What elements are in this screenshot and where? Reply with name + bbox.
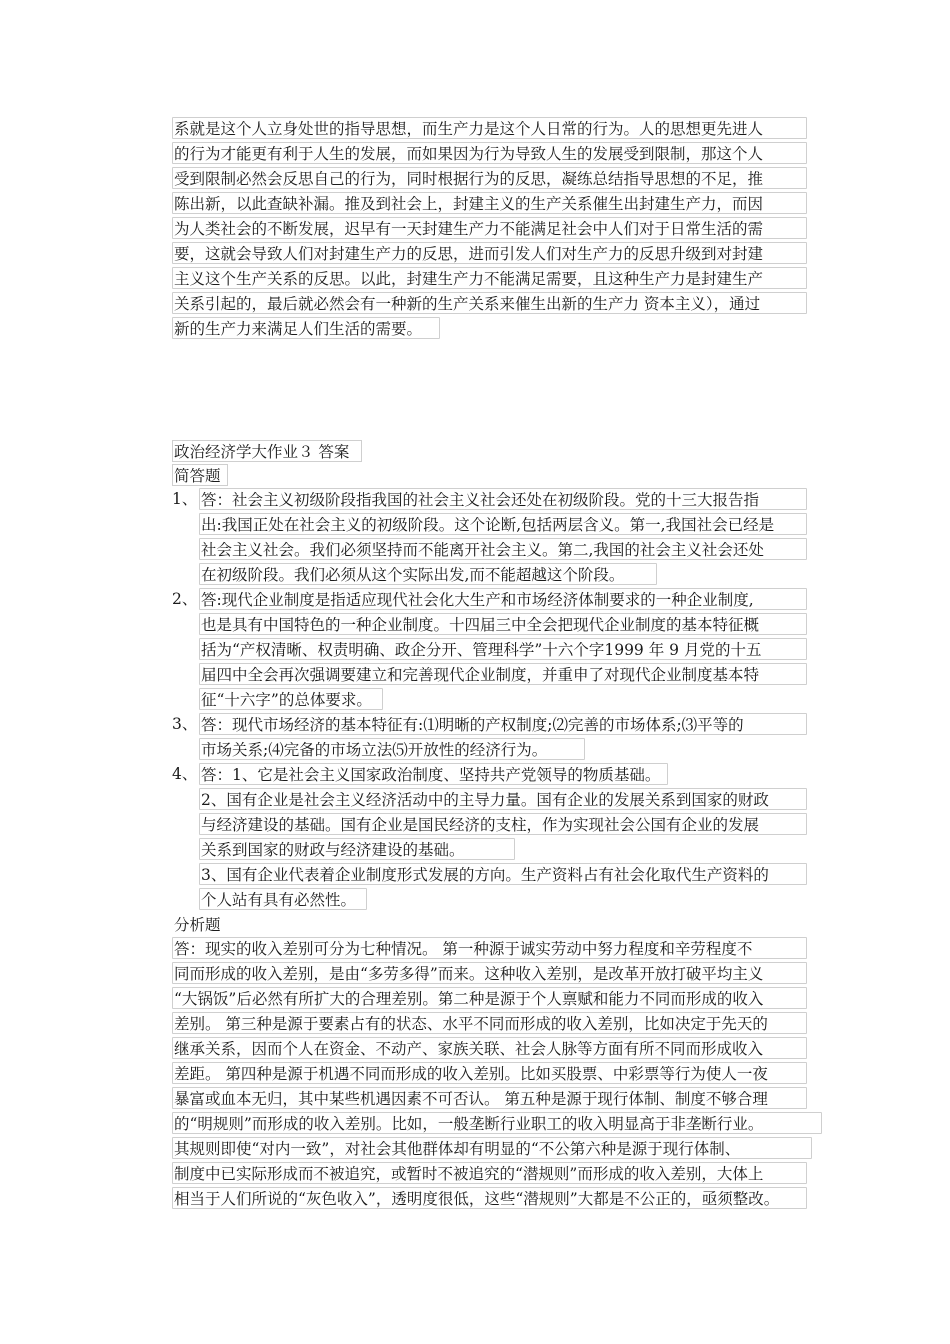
answer-line: 答：现代市场经济的基本特征有:⑴明晰的产权制度;⑵完善的市场体系;⑶平等的: [199, 713, 807, 735]
text-line: 继承关系，因而个人在资金、不动产、家族关联、社会人脉等方面有所不同而形成收入: [172, 1037, 807, 1059]
answer-line: 征“十六字”的总体要求。: [199, 688, 383, 710]
section-heading-analysis: 分析题: [174, 916, 221, 934]
text-line: 相当于人们所说的“灰色收入”，透明度很低，这些“潜规则”大都是不公正的，亟须整改。: [172, 1187, 807, 1209]
text-line: 关系引起的，最后就必然会有一种新的生产关系来催生出新的生产力 资本主义），通过: [172, 292, 807, 314]
text-line: 陈出新，以此查缺补漏。推及到社会上，封建主义的生产关系催生出封建生产力，而因: [172, 192, 807, 214]
answer-line: 答：1、它是社会主义国家政治制度、坚持共产党领导的物质基础。: [199, 763, 668, 785]
text-line: 新的生产力来满足人们生活的需要。: [172, 317, 440, 339]
section-heading-short-answer: 简答题: [172, 464, 228, 486]
text-line: 的“明规则”而形成的收入差别。比如，一般垄断行业职工的收入明显高于非垄断行业。: [172, 1112, 822, 1134]
answer-line: 答:现代企业制度是指适应现代社会化大生产和市场经济体制要求的一种企业制度,: [199, 588, 807, 610]
answer-line: 届四中全会再次强调要建立和完善现代企业制度，并重申了对现代企业制度基本特: [199, 663, 807, 685]
answer-line: 出:我国正处在社会主义的初级阶段。这个论断,包括两层含义。第一,我国社会已经是: [199, 513, 807, 535]
answer-line: 括为“产权清晰、权责明确、政企分开、管理科学”十六个字1999 年 9 月党的十五: [199, 638, 807, 660]
text-line: 其规则即使“对内一致”，对社会其他群体却有明显的“不公第六种是源于现行体制、: [172, 1137, 812, 1159]
answer-line: 关系到国家的财政与经济建设的基础。: [199, 838, 515, 860]
text-line: 制度中已实际形成而不被追究，或暂时不被追究的“潜规则”而形成的收入差别，大体上: [172, 1162, 807, 1184]
text-line: 的行为才能更有利于人生的发展，而如果因为行为导致人生的发展受到限制，那这个人: [172, 142, 807, 164]
answer-line: 2、国有企业是社会主义经济活动中的主导力量。国有企业的发展关系到国家的财政: [199, 788, 807, 810]
answer-line: 3、国有企业代表着企业制度形式发展的方向。生产资料占有社会化取代生产资料的: [199, 863, 807, 885]
answer-line: 社会主义社会。我们必须坚持而不能离开社会主义。第二,我国的社会主义社会还处: [199, 538, 807, 560]
text-line: 暴富或血本无归，其中某些机遇因素不可否认。 第五种是源于现行体制、制度不够合理: [172, 1087, 807, 1109]
document-title: 政治经济学大作业３ 答案: [172, 440, 362, 462]
answer-line: 个人站有具有必然性。: [199, 888, 367, 910]
item-number: 4、: [172, 765, 198, 783]
text-line: “大锅饭”后必然有所扩大的合理差别。第二种是源于个人禀赋和能力不同而形成的收入: [172, 987, 807, 1009]
text-line: 差距。 第四种是源于机遇不同而形成的收入差别。比如买股票、中彩票等行为使人一夜: [172, 1062, 807, 1084]
text-line: 答：现实的收入差别可分为七种情况。 第一种源于诚实劳动中努力程度和辛劳程度不: [172, 937, 807, 959]
item-number: 2、: [172, 590, 198, 608]
text-line: 系就是这个人立身处世的指导思想，而生产力是这个人日常的行为。人的思想更先进人: [172, 117, 807, 139]
text-line: 差别。 第三种是源于要素占有的状态、水平不同而形成的收入差别，比如决定于先天的: [172, 1012, 807, 1034]
text-line: 主义这个生产关系的反思。以此，封建生产力不能满足需要，且这种生产力是封建生产: [172, 267, 807, 289]
item-number: 3、: [172, 715, 198, 733]
text-line: 受到限制必然会反思自己的行为，同时根据行为的反思，凝练总结指导思想的不足，推: [172, 167, 807, 189]
text-line: 要，这就会导致人们对封建生产力的反思，进而引发人们对生产力的反思升级到对封建: [172, 242, 807, 264]
item-number: 1、: [172, 490, 198, 508]
text-line: 同而形成的收入差别，是由“多劳多得”而来。这种收入差别，是改革开放打破平均主义: [172, 962, 807, 984]
text-line: 为人类社会的不断发展，迟早有一天封建生产力不能满足社会中人们对于日常生活的需: [172, 217, 807, 239]
answer-line: 答：社会主义初级阶段指我国的社会主义社会还处在初级阶段。党的十三大报告指: [199, 488, 807, 510]
answer-line: 也是具有中国特色的一种企业制度。十四届三中全会把现代企业制度的基本特征概: [199, 613, 807, 635]
answer-line: 在初级阶段。我们必须从这个实际出发,而不能超越这个阶段。: [199, 563, 657, 585]
answer-line: 与经济建设的基础。国有企业是国民经济的支柱，作为实现社会公国有企业的发展: [199, 813, 807, 835]
answer-line: 市场关系;⑷完备的市场立法⑸开放性的经济行为。: [199, 738, 585, 760]
